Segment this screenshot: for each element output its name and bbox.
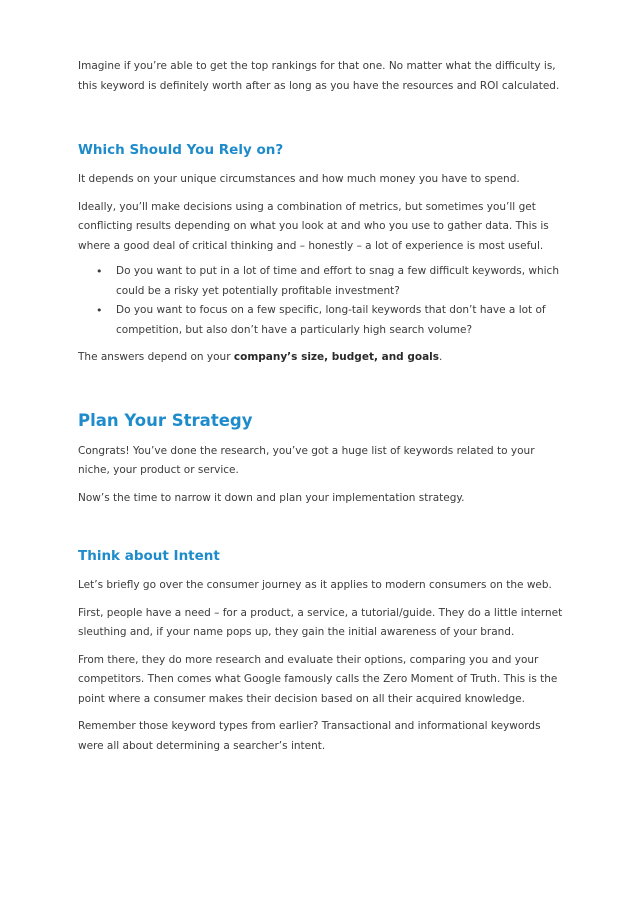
list-item	[78, 262, 568, 301]
list-item-text: Do you want to put in a lot of time and effort to snag a few difficult keywords, which could be a risky yet potentially profitable investment?	[116, 265, 559, 297]
section2-paragraph-2: Now’s the time to narrow it down and plan your implementation strategy.	[78, 491, 465, 504]
answers-suffix: .	[439, 351, 443, 363]
section3-paragraph-1: Let’s briefly go over the consumer journey as it applies to modern consumers on the web.	[78, 579, 552, 591]
document-page	[78, 57, 568, 756]
section3-paragraph-4: Remember those keyword types from earlier? Transactional and informational keywords were all about determining a searcher’s intent.	[78, 720, 541, 752]
list-item-text: Do you want to focus on a few specific, long-tail keywords that don’t have a lot of competition, but also don’t have a particularly high search volume?	[116, 304, 546, 336]
section2-paragraph-1: Congrats! You’ve done the research, you’ve got a huge list of keywords related to your niche, your product or service.	[78, 444, 535, 476]
list-item	[78, 301, 568, 340]
heading-think-about-intent: Think about Intent	[78, 548, 220, 564]
answers-prefix: The answers depend on your	[78, 351, 234, 363]
answers-paragraph	[78, 348, 568, 368]
answers-emphasis: company’s size, budget, and goals	[233, 351, 439, 363]
heading-plan-your-strategy: Plan Your Strategy	[78, 410, 253, 430]
section1-paragraph-2: Ideally, you’ll make decisions using a combination of metrics, but sometimes you’ll get conflicting results depending on what you look at and who you use to gather data. This is where a good deal of critical thinking and – honestly – a lot of experience is most useful.	[78, 200, 549, 252]
section3-paragraph-2: First, people have a need – for a product, a service, a tutorial/guide. They do a little internet sleuthing and, if your name pops up, they gain the initial awareness of your brand.	[78, 606, 563, 638]
heading-which-should-you-rely-on: Which Should You Rely on?	[78, 142, 284, 158]
section3-paragraph-3: From there, they do more research and evaluate their options, comparing you and your competitors. Then comes what Google famously calls the Zero Moment of Truth. This is the point where a consumer makes their decision based on all their acquired knowledge.	[78, 653, 558, 705]
section1-paragraph-1: It depends on your unique circumstances and how much money you have to spend.	[78, 173, 520, 185]
question-list	[78, 262, 568, 340]
intro-paragraph: Imagine if you’re able to get the top rankings for that one. No matter what the difficulty is, this keyword is definitely worth after as long as you have the resources and ROI calculated.	[78, 60, 560, 92]
bullet-icon: •	[96, 265, 103, 278]
bullet-icon: •	[96, 304, 103, 317]
